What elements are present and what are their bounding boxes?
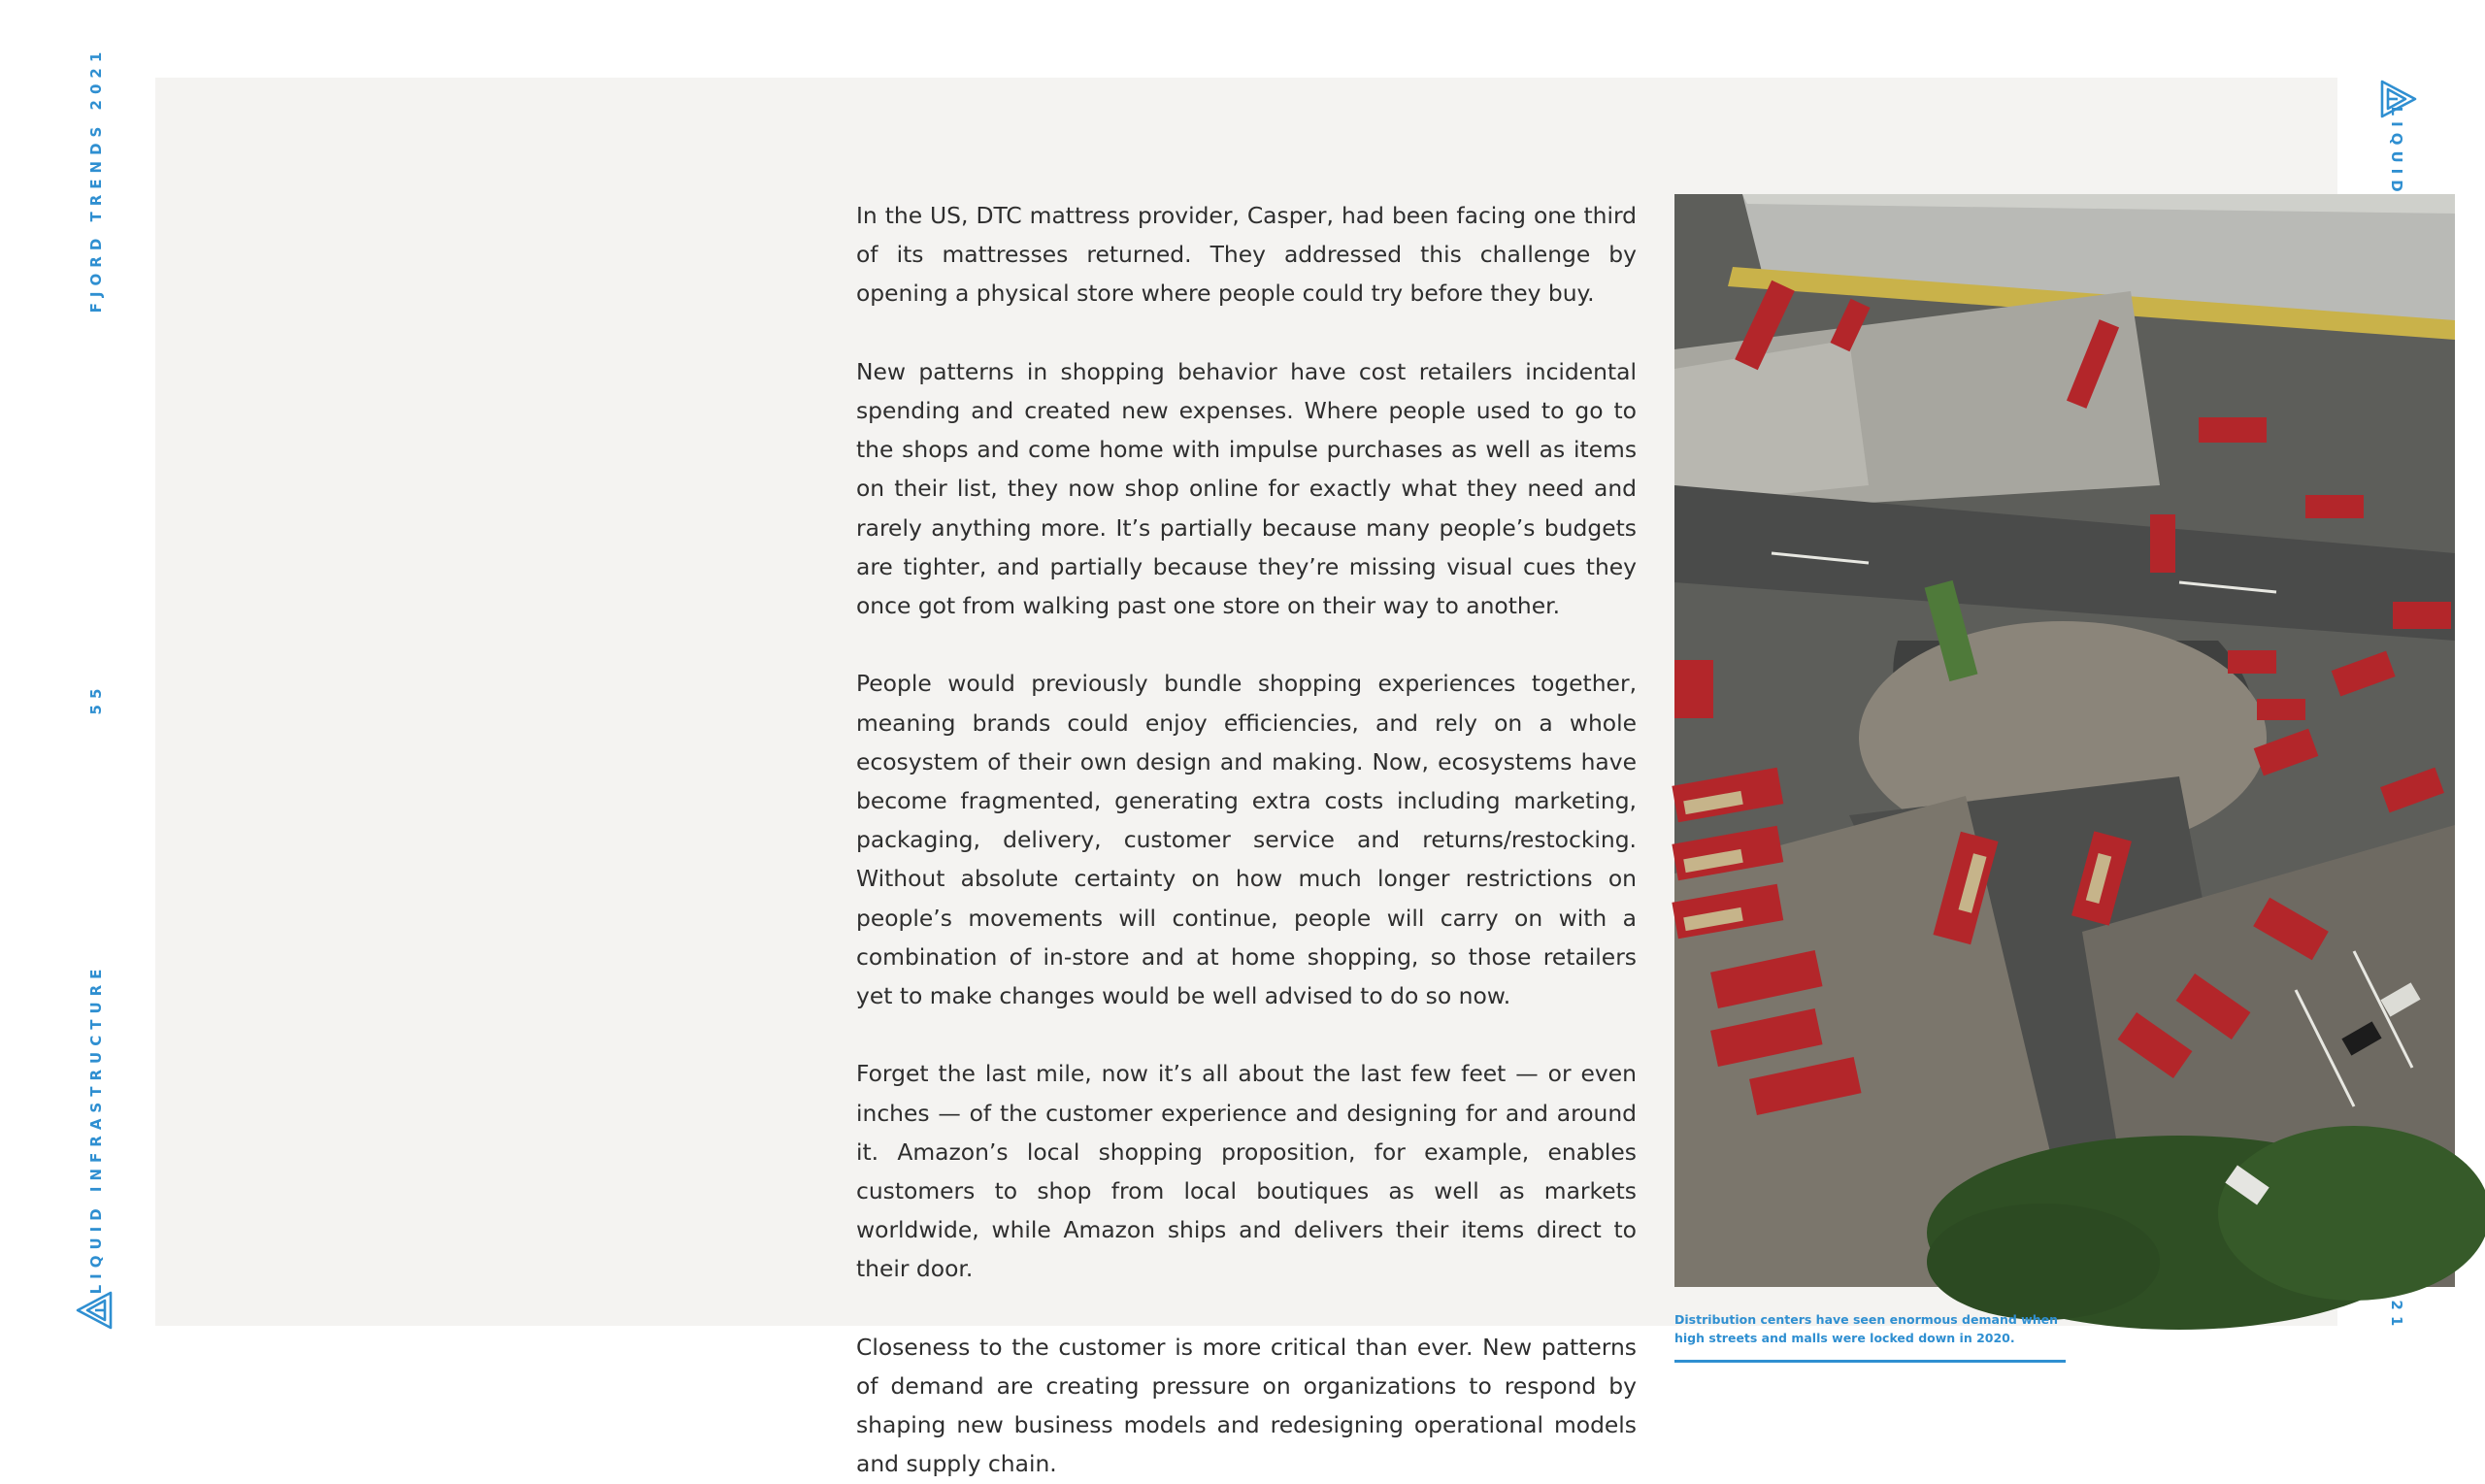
section-label-left: LIQUID INFRASTRUCTURE	[87, 963, 105, 1295]
page-number-left: 55	[87, 682, 105, 715]
article-paragraph: People would previously bundle shopping experiences together, meaning brands could enjoy efficiencies, and rely on a whole ecosystem of their own design and making. Now, ecosystems have become fragmented, generating extra costs including marketing, packaging, delivery, customer service and returns/restocking. Without absolute certainty on how much longer restrictions on people’s movements will continue, people will carry on with a combination of in-store and at home shopping, so those retailers yet to make changes would be well advised to do so now.	[856, 670, 1637, 1010]
triangle-logo-icon	[76, 1289, 115, 1332]
distribution-center-photo	[1674, 194, 2455, 1287]
page-panel	[155, 78, 2337, 1478]
article-paragraph: New patterns in shopping behavior have cost retailers incidental spending and created new expenses. Where people used to go to the shops and come home with impulse purchases as well as items on their list, they now shop online for exactly what they need and rarely anything more. It’s partially because many people’s budgets are tighter, and partially because they’re missing visual cues they once got from walking past one store on their way to another.	[856, 357, 1637, 620]
article-body	[856, 196, 1637, 1484]
article-paragraph: In the US, DTC mattress provider, Casper, had been facing one third of its mattresses returned. They addressed this challenge by opening a physical store where people could try before they buy.	[856, 202, 1637, 308]
article-paragraph: Forget the last mile, now it’s all about the last few feet — or even inches — of the customer experience and designing for and around it. Amazon’s local shopping proposition, for example, enables customers to shop from local boutiques as well as markets worldwide, while Amazon ships and delivers their items direct to their door.	[856, 1060, 1637, 1283]
figure-caption: Distribution centers have seen enormous demand when high streets and malls were locked down in 2020.	[1674, 1312, 2058, 1345]
running-header-left: FJORD TRENDS 2021	[87, 46, 105, 313]
caption-underline	[1674, 1360, 2066, 1363]
triangle-logo-icon	[2378, 78, 2417, 120]
article-paragraph: Closeness to the customer is more critical than ever. New patterns of demand are creating pressure on organizations to respond by shaping new business models and redesigning operational models and supply chain.	[856, 1333, 1637, 1478]
